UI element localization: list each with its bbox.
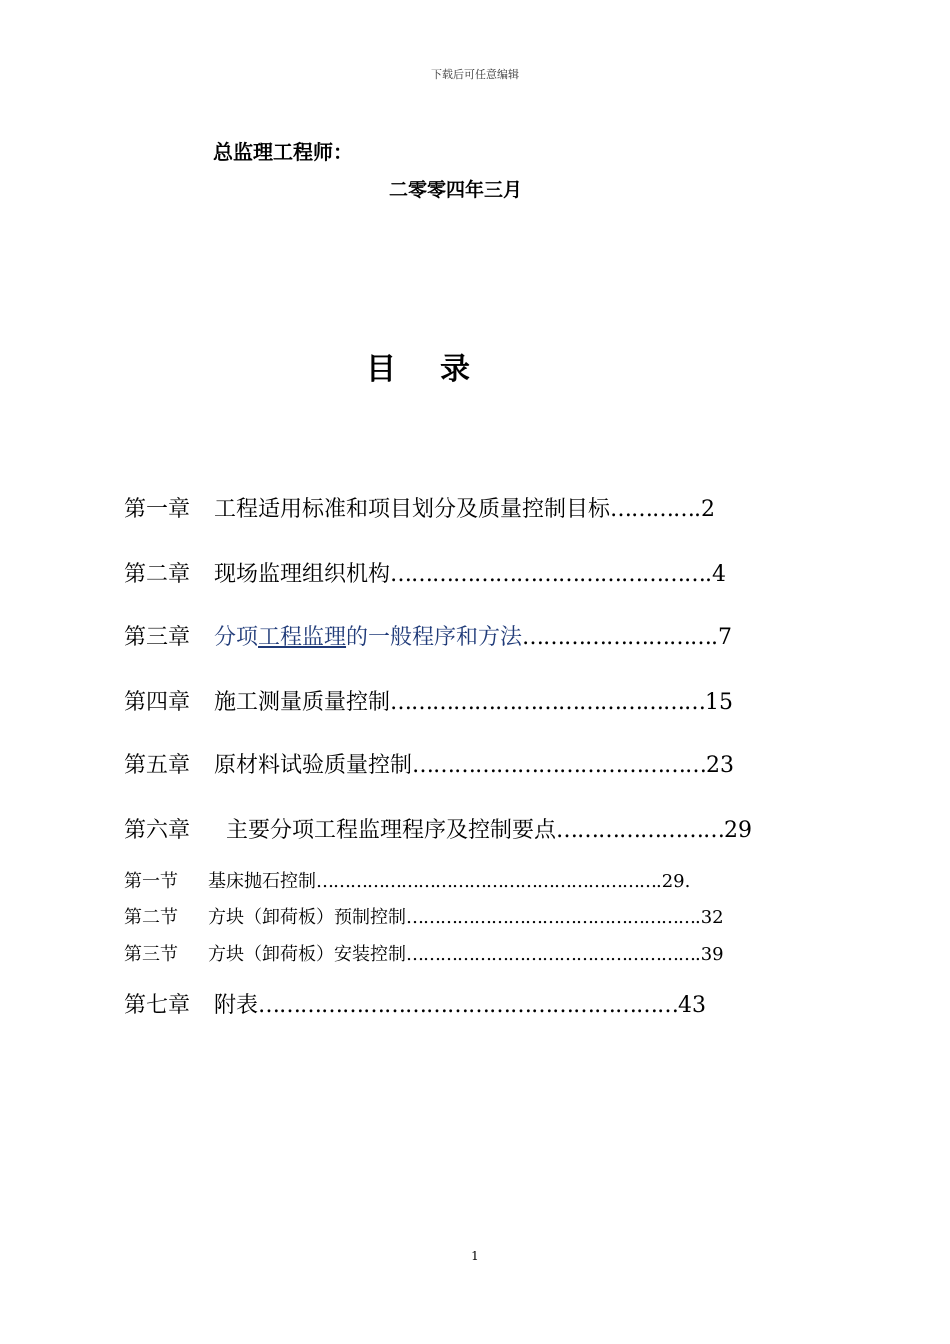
page-ref: 43	[678, 993, 707, 1018]
toc-chapter-3[interactable]	[124, 620, 800, 651]
page-ref: .7	[711, 625, 733, 650]
toc-section-1[interactable]	[124, 867, 794, 893]
page-ref: .32	[695, 907, 724, 928]
chapter-title: 主要分项工程监理程序及控制要点	[226, 818, 557, 843]
page-ref: 29	[724, 818, 753, 843]
chief-supervisor-label: 总监理工程师：	[213, 140, 353, 164]
section-number: 第二节	[124, 907, 178, 928]
toc-chapter-7[interactable]	[124, 988, 800, 1019]
section-number: 第一节	[124, 871, 178, 892]
chapter-title: 工程适用标准和项目划分及质量控制目标	[214, 497, 611, 522]
toc-section-3[interactable]	[124, 940, 794, 966]
leader-dots: ……………………………………………………	[258, 993, 679, 1018]
leader-dots: …………	[610, 497, 695, 522]
page-ref: 15	[705, 690, 734, 715]
toc-title	[366, 344, 514, 388]
section-title: 方块（卸荷板）预制控制	[208, 907, 406, 928]
header-note: 下载后可任意编辑	[431, 68, 519, 81]
page-ref: .39	[695, 944, 724, 965]
section-number: 第三节	[124, 944, 178, 965]
chapter-number: 第六章	[124, 818, 191, 843]
leader-dots: ……………………	[556, 818, 725, 843]
chapter-title: 原材料试验质量控制	[214, 753, 413, 778]
leader-dots: ………………………………………	[390, 690, 706, 715]
chapter-title: 附表	[214, 993, 259, 1018]
chapter-title: 施工测量质量控制	[214, 690, 391, 715]
page-number: 1	[471, 1249, 479, 1263]
toc-chapter-2[interactable]	[124, 557, 800, 588]
toc-chapter-1[interactable]	[124, 492, 800, 523]
chapter-title-prefix: 分项	[214, 625, 259, 650]
chapter-number: 第三章	[124, 625, 191, 650]
leader-dots: ……………………………………………	[406, 907, 695, 928]
leader-dots: ……………………………………………………	[316, 871, 656, 892]
chapter-title-suffix: 的一般程序和方法	[346, 625, 523, 650]
page-ref: 23	[706, 753, 735, 778]
toc-chapter-6[interactable]	[124, 813, 800, 844]
page-ref: .29.	[656, 871, 691, 892]
chapter-number: 第一章	[124, 497, 191, 522]
leader-dots: ………………………	[522, 625, 712, 650]
leader-dots: ……………………………………	[412, 753, 707, 778]
page-ref: .4	[705, 562, 727, 587]
toc-title-char: 录	[440, 352, 514, 387]
toc-title-char: 目	[366, 352, 440, 387]
page-ref: .2	[694, 497, 716, 522]
chapter-number: 第七章	[124, 993, 191, 1018]
leader-dots: ………………………………………	[390, 562, 706, 587]
section-title: 基床抛石控制	[208, 871, 316, 892]
chapter-number: 第五章	[124, 753, 191, 778]
toc-section-2[interactable]	[124, 903, 794, 929]
leader-dots: ……………………………………………	[406, 944, 695, 965]
section-title: 方块（卸荷板）安装控制	[208, 944, 406, 965]
chapter-number: 第四章	[124, 690, 191, 715]
chapter-title: 现场监理组织机构	[214, 562, 391, 587]
chapter-title-link[interactable]: 工程监理	[258, 625, 347, 650]
toc-chapter-4[interactable]	[124, 685, 800, 716]
document-date: 二零零四年三月	[389, 179, 523, 201]
chapter-number: 第二章	[124, 562, 191, 587]
toc-chapter-5[interactable]	[124, 748, 800, 779]
